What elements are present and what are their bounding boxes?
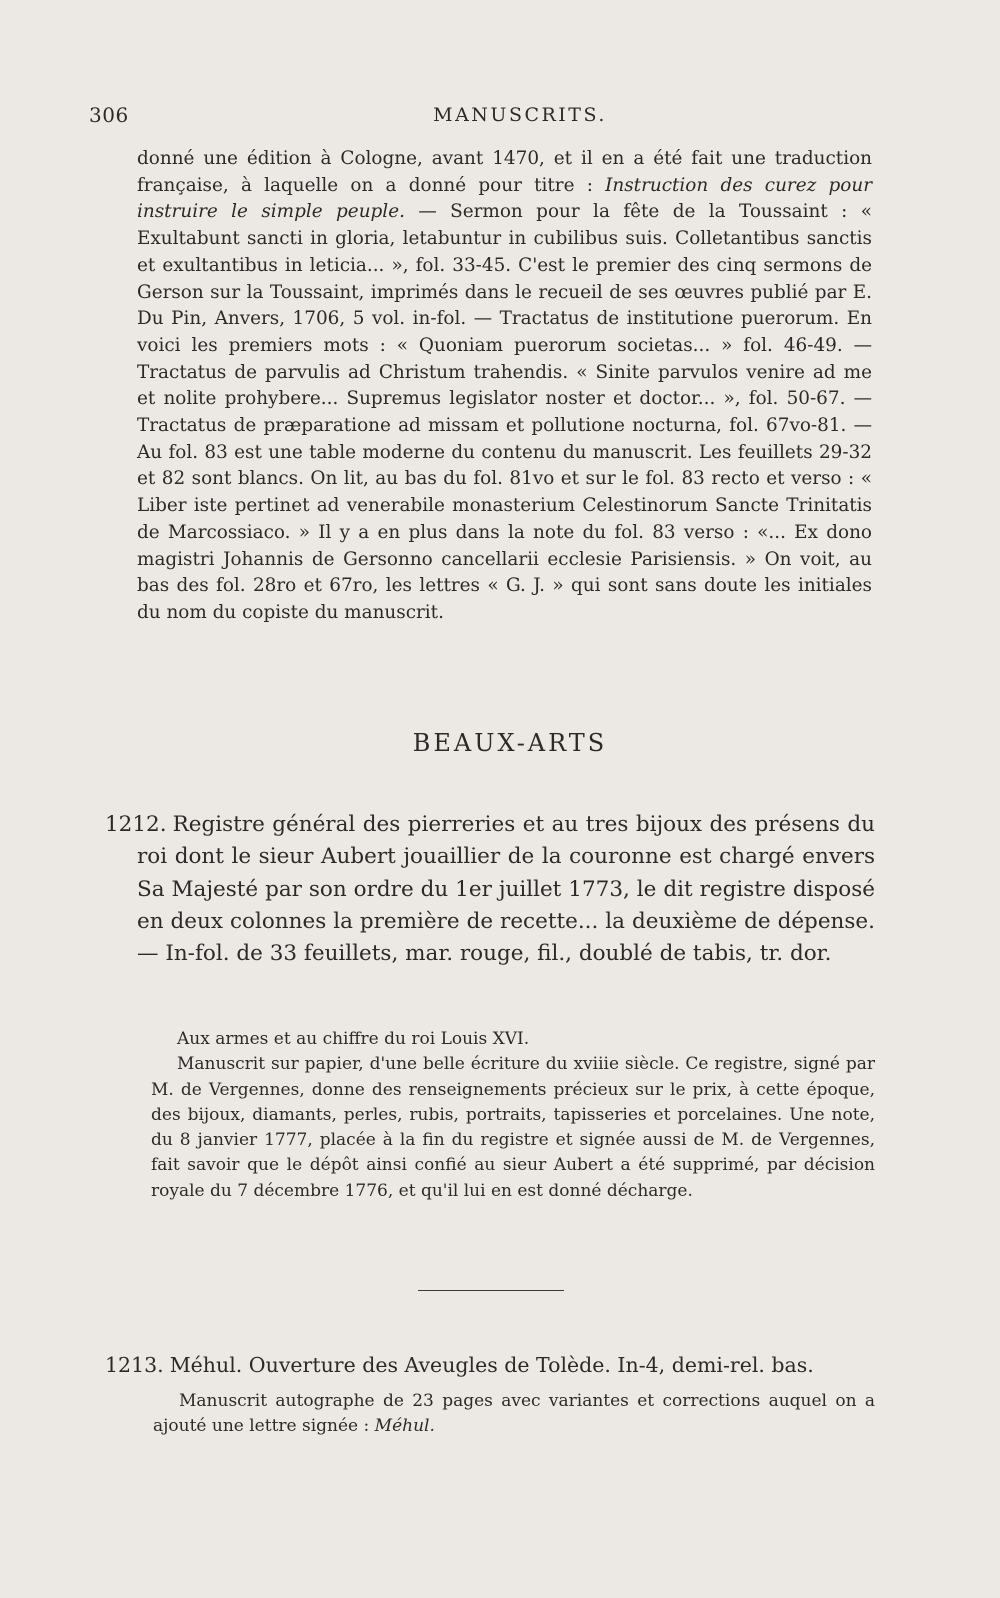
entry-1213-body: [105, 1349, 875, 1381]
continued-paragraph: [137, 146, 872, 627]
entry-1213-notes: [153, 1389, 875, 1440]
entry-number: 1213.: [105, 1353, 164, 1377]
page-number: 306: [89, 103, 129, 127]
catalog-entry-1213: [105, 1349, 875, 1381]
separator-rule: [418, 1290, 564, 1291]
entry-description: Registre général des pierreries et au tres bijoux des présens du roi dont le sieur Aubert jouaillier de la couronne est chargé envers Sa Majesté par son ordre du 1er juillet 1773, le dit registre disposé en deux colonnes la première de recette... la deuxième de dépense. — In-fol. de 33 feuillets, mar. rouge, fil., doublé de tabis, tr. dor.: [137, 812, 875, 967]
intro-text-part-1: donné une édition à Cologne, avant 1470, et il en a été fait une traduction française, à laquelle on a donné pour titre :: [137, 148, 872, 196]
note-autograph-text: Manuscrit autographe de 23 pages avec variantes et corrections auquel on a ajouté une lettre signée :: [153, 1391, 875, 1437]
intro-italic-title: Instruction des curez pour instruire le simple peuple.: [137, 174, 872, 223]
entry-1212-notes: [151, 1027, 875, 1204]
entry-description: Méhul. Ouverture des Aveugles de Tolède. In-4, demi-rel. bas.: [169, 1353, 814, 1377]
running-title: MANUSCRITS.: [433, 104, 607, 126]
continued-entry-text: [137, 146, 872, 627]
note-autograph: [153, 1389, 875, 1440]
note-arms: Aux armes et au chiffre du roi Louis XVI.: [177, 1029, 530, 1049]
note-description: Manuscrit sur papier, d'une belle écriture du xviiie siècle. Ce registre, signé par M. de Vergennes, donne des renseignements précieux sur le prix, à cette époque, des bijoux, diamants, perles, rubis, portraits, tapisseries et porcelaines. Une note, du 8 janvier 1777, placée à la fin du registre et signée aussi de M. de Vergennes, fait savoir que le dépôt ainsi confié au sieur Aubert a été supprimé, par décision royale du 7 décembre 1776, et qu'il lui en est donné décharge.: [151, 1054, 875, 1201]
intro-text-part-2: — Sermon pour la fête de la Toussaint : « Exultabunt sancti in gloria, letabuntur in cubilibus suis. Colletantibus sanctis et exultantibus in leticia... », fol. 33-45. C'est le premier des cinq sermons de Gerson sur la Toussaint, imprimés dans le recueil de ses œuvres publié par E. Du Pin, Anvers, 1706, 5 vol. in-fol. — Tractatus de institutione puerorum. En voici les premiers mots : « Quoniam puerorum societas... » fol. 46-49. — Tractatus de parvulis ad Christum trahendis. « Sinite parvulos venire ad me et nolite prohybere... Supremus legislator noster et doctor... », fol. 50-67. — Tractatus de præparatione ad missam et pollutione nocturna, fol. 67vo-81. — Au fol. 83 est une table moderne du contenu du manuscrit. Les feuillets 29-32 et 82 sont blancs. On lit, au bas du fol. 81vo et sur le fol. 83 recto et verso : « Liber iste pertinet ad venerabile monasterium Celestinorum Sancte Trinitatis de Marcossiaco. » Il y a en plus dans la note du fol. 83 verso : «... Ex dono magistri Johannis de Gersonno cancellarii ecclesie Parisiensis. » On voit, au bas des fol. 28ro et 67ro, les lettres « G. J. » qui sont sans doute les initiales du nom du copiste du manuscrit.: [137, 201, 872, 623]
catalog-entry-1212: [105, 809, 875, 970]
section-title: BEAUX-ARTS: [412, 729, 608, 757]
entry-number: 1212.: [105, 812, 167, 837]
entry-1212-body: [105, 809, 875, 970]
note-signature: Méhul.: [374, 1416, 435, 1437]
